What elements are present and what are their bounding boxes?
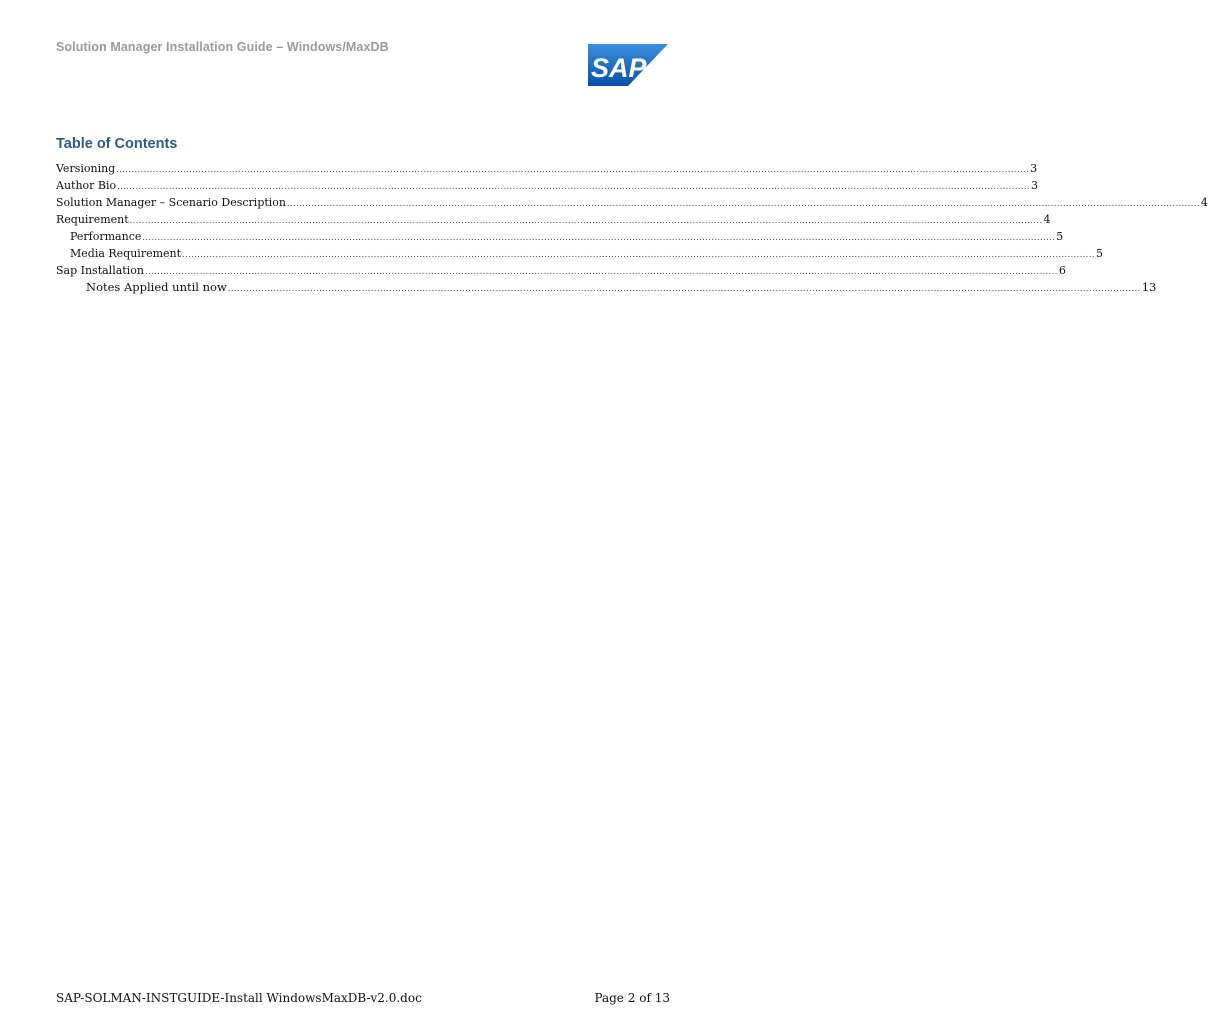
toc-entry[interactable]	[56, 262, 1066, 279]
toc-dot-leader: ............................................................................................................................................................................................................................................................................................................	[142, 233, 1056, 242]
toc-entry-page: 5	[1056, 230, 1064, 243]
toc-dot-leader: ............................................................................................................................................................................................................................................................................................................	[129, 216, 1043, 225]
toc-entry-text: Requirement	[56, 213, 129, 226]
sap-logo	[588, 44, 668, 86]
toc-entry-text: Versioning	[56, 162, 116, 175]
toc-entry-page: 4	[1043, 213, 1051, 226]
footer-total-pages: 13	[654, 991, 670, 1005]
toc-entry[interactable]	[56, 279, 1157, 296]
table-of-contents	[56, 160, 1208, 296]
footer-page-label: Page	[594, 991, 624, 1005]
toc-entry[interactable]	[56, 228, 1064, 245]
toc-entry-page: 5	[1095, 247, 1103, 260]
footer-page-indicator	[594, 991, 670, 1005]
toc-entry[interactable]	[56, 160, 1038, 177]
toc-dot-leader: ............................................................................................................................................................................................................................................................................................................	[144, 267, 1058, 276]
toc-dot-leader: ............................................................................................................................................................................................................................................................................................................	[117, 182, 1031, 191]
toc-dot-leader: ............................................................................................................................................................................................................................................................................................................	[182, 250, 1095, 259]
toc-entry[interactable]	[56, 245, 1103, 262]
toc-entry[interactable]	[56, 211, 1051, 228]
footer-of-label: of	[639, 991, 651, 1005]
toc-entry-page: 4	[1200, 196, 1208, 209]
toc-entry-page: 13	[1141, 280, 1157, 294]
toc-entry-page: 3	[1031, 179, 1039, 192]
toc-entry-text: Author Bio	[56, 179, 117, 192]
toc-entry-page: 3	[1030, 162, 1038, 175]
toc-entry-text: Sap Installation	[56, 264, 144, 277]
toc-entry[interactable]	[56, 194, 1208, 211]
toc-dot-leader: ............................................................................................................................................................................................................................................................................................................	[287, 199, 1200, 208]
page-header-title: Solution Manager Installation Guide – Windows/MaxDB	[56, 40, 389, 54]
svg-text:SAP: SAP	[591, 53, 647, 83]
toc-entry-text: Solution Manager – Scenario Description	[56, 196, 287, 209]
footer-doc-name: SAP-SOLMAN-INSTGUIDE-Install WindowsMaxDB-v2.0.doc	[56, 991, 422, 1005]
toc-title: Table of Contents	[56, 136, 178, 152]
toc-entry-page: 6	[1058, 264, 1066, 277]
toc-dot-leader: ............................................................................................................................................................................................................................................................................................................	[116, 165, 1030, 174]
toc-entry-text: Performance	[70, 230, 142, 243]
toc-entry[interactable]	[56, 177, 1039, 194]
toc-entry-text: Media Requirement	[70, 247, 182, 260]
footer-page-number: 2	[627, 991, 636, 1005]
toc-entry-text: Notes Applied until now	[86, 280, 227, 294]
toc-dot-leader: ............................................................................................................................................................................................................................................................................................................	[227, 284, 1141, 293]
